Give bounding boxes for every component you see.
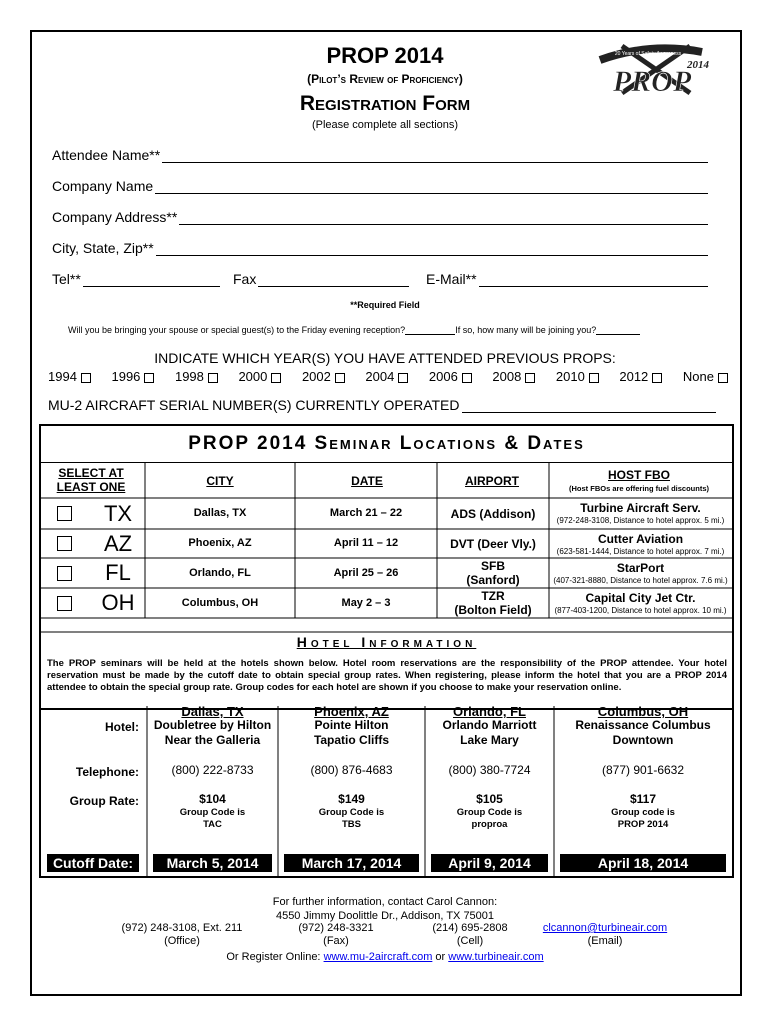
hotel-name: Pointe Hilton xyxy=(314,718,389,732)
year-label: 2004 xyxy=(365,369,395,384)
hotel-phone: (800) 876-4683 xyxy=(310,763,393,777)
hotel-paragraph: The PROP seminars will be held at the hotels shown below. Hotel room reservations are the responsibility of the PROP attendee. Your hotel reservation must be made by the cutoff date to obtain special group rates. When registering, please inform the hotel that you are a PROP 2014 attendee to obtain the special group rate. Group codes for each hotel are shown if you choose to make your reservation online. xyxy=(47,658,727,693)
group-code: TAC xyxy=(203,819,222,830)
airport-column-header: AIRPORT xyxy=(465,474,519,488)
form-title: Registration Form xyxy=(299,92,471,115)
city-label: City, State, Zip** xyxy=(52,240,154,256)
office-label: (Office) xyxy=(164,935,200,947)
group-rate-label: Group Rate: xyxy=(69,794,139,808)
telephone-label: Telephone: xyxy=(75,765,139,779)
group-code: PROP 2014 xyxy=(617,819,669,830)
page-subtitle: (Pilot’s Review of Proficiency) xyxy=(307,72,463,86)
year-checkbox[interactable] xyxy=(335,373,345,383)
year-option-1994[interactable] xyxy=(48,369,91,384)
locations-heading: PROP 2014 Seminar Locations & Dates xyxy=(188,433,585,454)
year-checkbox[interactable] xyxy=(718,373,728,383)
airport-name: (Bolton Field) xyxy=(454,603,532,617)
hotel-city: Columbus, OH xyxy=(597,704,689,719)
year-checkbox[interactable] xyxy=(398,373,408,383)
year-label: 2000 xyxy=(238,369,268,384)
row-date: May 2 – 3 xyxy=(341,596,391,609)
hotel-phone: (877) 901-6632 xyxy=(601,763,685,777)
row-city: Columbus, OH xyxy=(181,596,259,609)
hotel-name-line2: Near the Galleria xyxy=(164,733,261,747)
hotel-phone: (800) 380-7724 xyxy=(448,763,531,777)
cell-label: (Cell) xyxy=(456,935,484,947)
row-fbo xyxy=(549,501,732,525)
row-fbo xyxy=(549,591,732,615)
hotel-label: Hotel: xyxy=(105,720,139,734)
guest-question-text: Will you be bringing your spouse or special guest(s) to the Friday evening reception? xyxy=(68,325,406,335)
fax-label-footer: (Fax) xyxy=(323,935,349,947)
year-checkbox[interactable] xyxy=(208,373,218,383)
year-label: 2012 xyxy=(619,369,649,384)
group-code: proproa xyxy=(471,819,508,830)
svg-text:20 Years of Safety Awareness: 20 Years of Safety Awareness xyxy=(614,51,682,57)
office-phone: (972) 248-3108, Ext. 211 xyxy=(121,922,243,934)
year-option-1996[interactable] xyxy=(111,369,154,384)
cutoff-date: April 18, 2014 xyxy=(560,854,726,872)
register-or: or xyxy=(435,951,446,963)
attendee-label: Attendee Name** xyxy=(52,147,161,163)
row-airport xyxy=(437,559,549,587)
airport-code: TZR xyxy=(481,589,505,603)
row-city: Dallas, TX xyxy=(193,507,247,519)
hotel-rate: $105 xyxy=(476,792,503,806)
required-note: **Required Field xyxy=(350,300,420,310)
hotel-phone: (800) 222-8733 xyxy=(171,763,254,777)
airport-code: SFB xyxy=(481,559,505,573)
row-date: April 25 – 26 xyxy=(333,566,399,579)
hotel-heading: Hotel Information xyxy=(296,634,477,650)
fbo-name: Cutter Aviation xyxy=(597,532,684,546)
year-label: 2008 xyxy=(492,369,522,384)
year-option-none[interactable] xyxy=(683,369,728,384)
group-code-label: Group code is xyxy=(611,807,675,818)
year-option-2012[interactable] xyxy=(619,369,662,384)
hotel-name: Renaissance Columbus xyxy=(575,718,711,732)
fbo-column-header: HOST FBO xyxy=(608,468,670,482)
city-state-zip-field[interactable] xyxy=(52,240,708,256)
year-label: 1998 xyxy=(174,369,204,384)
cutoff-date: March 17, 2014 xyxy=(284,854,419,872)
year-checkbox[interactable] xyxy=(462,373,472,383)
fbo-detail: (407-321-8880, Distance to hotel approx. 7.6 mi.) xyxy=(553,576,728,585)
fbo-name: StarPort xyxy=(616,561,665,575)
contact-line: For further information, contact Carol Cannon: xyxy=(272,896,498,908)
years-options xyxy=(48,369,728,384)
state-code: TX xyxy=(103,500,133,526)
serial-number-field[interactable] xyxy=(48,397,716,413)
year-checkbox[interactable] xyxy=(525,373,535,383)
group-code: TBS xyxy=(342,819,361,830)
location-checkbox-fl[interactable] xyxy=(57,566,72,586)
year-checkbox[interactable] xyxy=(652,373,662,383)
hotel-rate: $149 xyxy=(338,792,365,806)
row-date: March 21 – 22 xyxy=(329,507,403,519)
attendee-name-field[interactable] xyxy=(52,147,708,163)
year-label: 2002 xyxy=(301,369,331,384)
hotel-name-line2: Lake Mary xyxy=(460,733,519,747)
row-airport: DVT (Deer Vly.) xyxy=(450,536,536,551)
state-code: AZ xyxy=(103,530,133,556)
serial-label: MU-2 AIRCRAFT SERIAL NUMBER(S) CURRENTLY OPERATED xyxy=(48,397,460,413)
year-option-2008[interactable] xyxy=(492,369,535,384)
years-heading: INDICATE WHICH YEAR(S) YOU HAVE ATTENDED PREVIOUS PROPS: xyxy=(154,350,616,366)
address-label: Company Address** xyxy=(52,209,178,225)
row-fbo xyxy=(549,561,732,585)
date-column-header: DATE xyxy=(351,474,383,488)
fbo-name: Capital City Jet Ctr. xyxy=(585,591,696,605)
guest-count-line[interactable] xyxy=(596,325,640,335)
state-code: FL xyxy=(105,560,131,585)
hotel-city: Orlando, FL xyxy=(453,704,526,719)
fax-label: Fax xyxy=(233,271,257,287)
guest-followup-text: If so, how many will be joining you? xyxy=(455,325,597,335)
hotel-city: Dallas, TX xyxy=(181,704,244,719)
register-online xyxy=(0,951,770,963)
address-line: 4550 Jimmy Doolittle Dr., Addison, TX 75001 xyxy=(275,910,495,922)
hotel-rate: $117 xyxy=(629,792,657,806)
year-option-2000[interactable] xyxy=(238,369,281,384)
year-option-2004[interactable] xyxy=(365,369,408,384)
svg-text:PROP: PROP xyxy=(612,65,692,98)
state-code: OH xyxy=(101,590,135,615)
svg-text:2014: 2014 xyxy=(687,59,709,71)
company-label: Company Name xyxy=(52,178,154,194)
year-label: None xyxy=(682,369,714,384)
locations-section xyxy=(39,424,734,710)
email-field[interactable] xyxy=(426,271,708,287)
year-option-2010[interactable] xyxy=(556,369,599,384)
tel-label: Tel** xyxy=(52,271,81,287)
select-column-header: SELECT AT LEAST ONE xyxy=(56,466,126,494)
guest-question xyxy=(68,325,708,335)
year-option-2006[interactable] xyxy=(429,369,472,384)
location-checkbox-az[interactable] xyxy=(57,536,72,556)
row-airport xyxy=(437,589,549,617)
fax-phone: (972) 248-3321 xyxy=(298,922,374,934)
group-code-label: Group Code is xyxy=(318,807,385,818)
prop-logo xyxy=(590,38,715,100)
cutoff-date: March 5, 2014 xyxy=(153,854,272,872)
fbo-detail: (972-248-3108, Distance to hotel approx. 5 mi.) xyxy=(556,516,725,525)
year-checkbox[interactable] xyxy=(144,373,154,383)
year-label: 2006 xyxy=(428,369,458,384)
airport-name: (Sanford) xyxy=(466,573,520,587)
year-label: 1994 xyxy=(48,369,77,384)
year-option-1998[interactable] xyxy=(175,369,218,384)
email-link[interactable]: clcannon@turbineair.com xyxy=(542,922,668,934)
year-option-2002[interactable] xyxy=(302,369,345,384)
year-checkbox[interactable] xyxy=(81,373,91,383)
register-prefix: Or Register Online: xyxy=(226,951,321,963)
email-label-footer: (Email) xyxy=(587,935,623,947)
guest-answer-line[interactable] xyxy=(405,325,455,335)
company-name-field[interactable] xyxy=(52,178,708,194)
fbo-detail: (877-403-1200, Distance to hotel approx. 10 mi.) xyxy=(554,606,727,615)
fbo-detail: (623-581-1444, Distance to hotel approx. 7 mi.) xyxy=(556,547,725,556)
hotel-name: Doubletree by Hilton xyxy=(153,718,272,732)
city-column-header: CITY xyxy=(206,474,234,488)
group-code-label: Group Code is xyxy=(456,807,523,818)
group-code-label: Group Code is xyxy=(179,807,246,818)
location-checkbox-oh[interactable] xyxy=(57,596,72,616)
row-airport: ADS (Addison) xyxy=(450,506,536,521)
fax-field[interactable] xyxy=(233,271,409,287)
page-title: PROP 2014 xyxy=(326,43,444,68)
location-checkbox-tx[interactable] xyxy=(57,506,72,526)
row-date: April 11 – 12 xyxy=(333,537,399,549)
turbineair-link[interactable]: www.turbineair.com xyxy=(448,951,544,963)
hotel-name: Orlando Marriott xyxy=(442,718,537,732)
year-label: 2010 xyxy=(555,369,585,384)
email-label: E-Mail** xyxy=(426,271,477,287)
cutoff-date: April 9, 2014 xyxy=(431,854,548,872)
hotel-section xyxy=(39,706,734,878)
cell-phone: (214) 695-2808 xyxy=(432,922,508,934)
hotel-name-line2: Downtown xyxy=(612,733,674,747)
row-city: Phoenix, AZ xyxy=(188,537,252,549)
tel-field[interactable] xyxy=(52,271,220,287)
company-address-field[interactable] xyxy=(52,209,708,225)
fbo-name: Turbine Aircraft Serv. xyxy=(580,501,701,515)
year-checkbox[interactable] xyxy=(271,373,281,383)
hotel-name-line2: Tapatio Cliffs xyxy=(313,733,390,747)
instruction-text: (Please complete all sections) xyxy=(311,119,459,131)
year-label: 1996 xyxy=(111,369,141,384)
fbo-note: (Host FBOs are offering fuel discounts) xyxy=(568,484,709,493)
row-fbo xyxy=(549,532,732,556)
row-city: Orlando, FL xyxy=(189,566,251,579)
mu2-link[interactable]: www.mu-2aircraft.com xyxy=(323,951,433,963)
hotel-rate: $104 xyxy=(199,792,226,806)
cutoff-date-label: Cutoff Date: xyxy=(47,854,139,872)
hotel-city: Phoenix, AZ xyxy=(314,704,389,719)
year-checkbox[interactable] xyxy=(589,373,599,383)
